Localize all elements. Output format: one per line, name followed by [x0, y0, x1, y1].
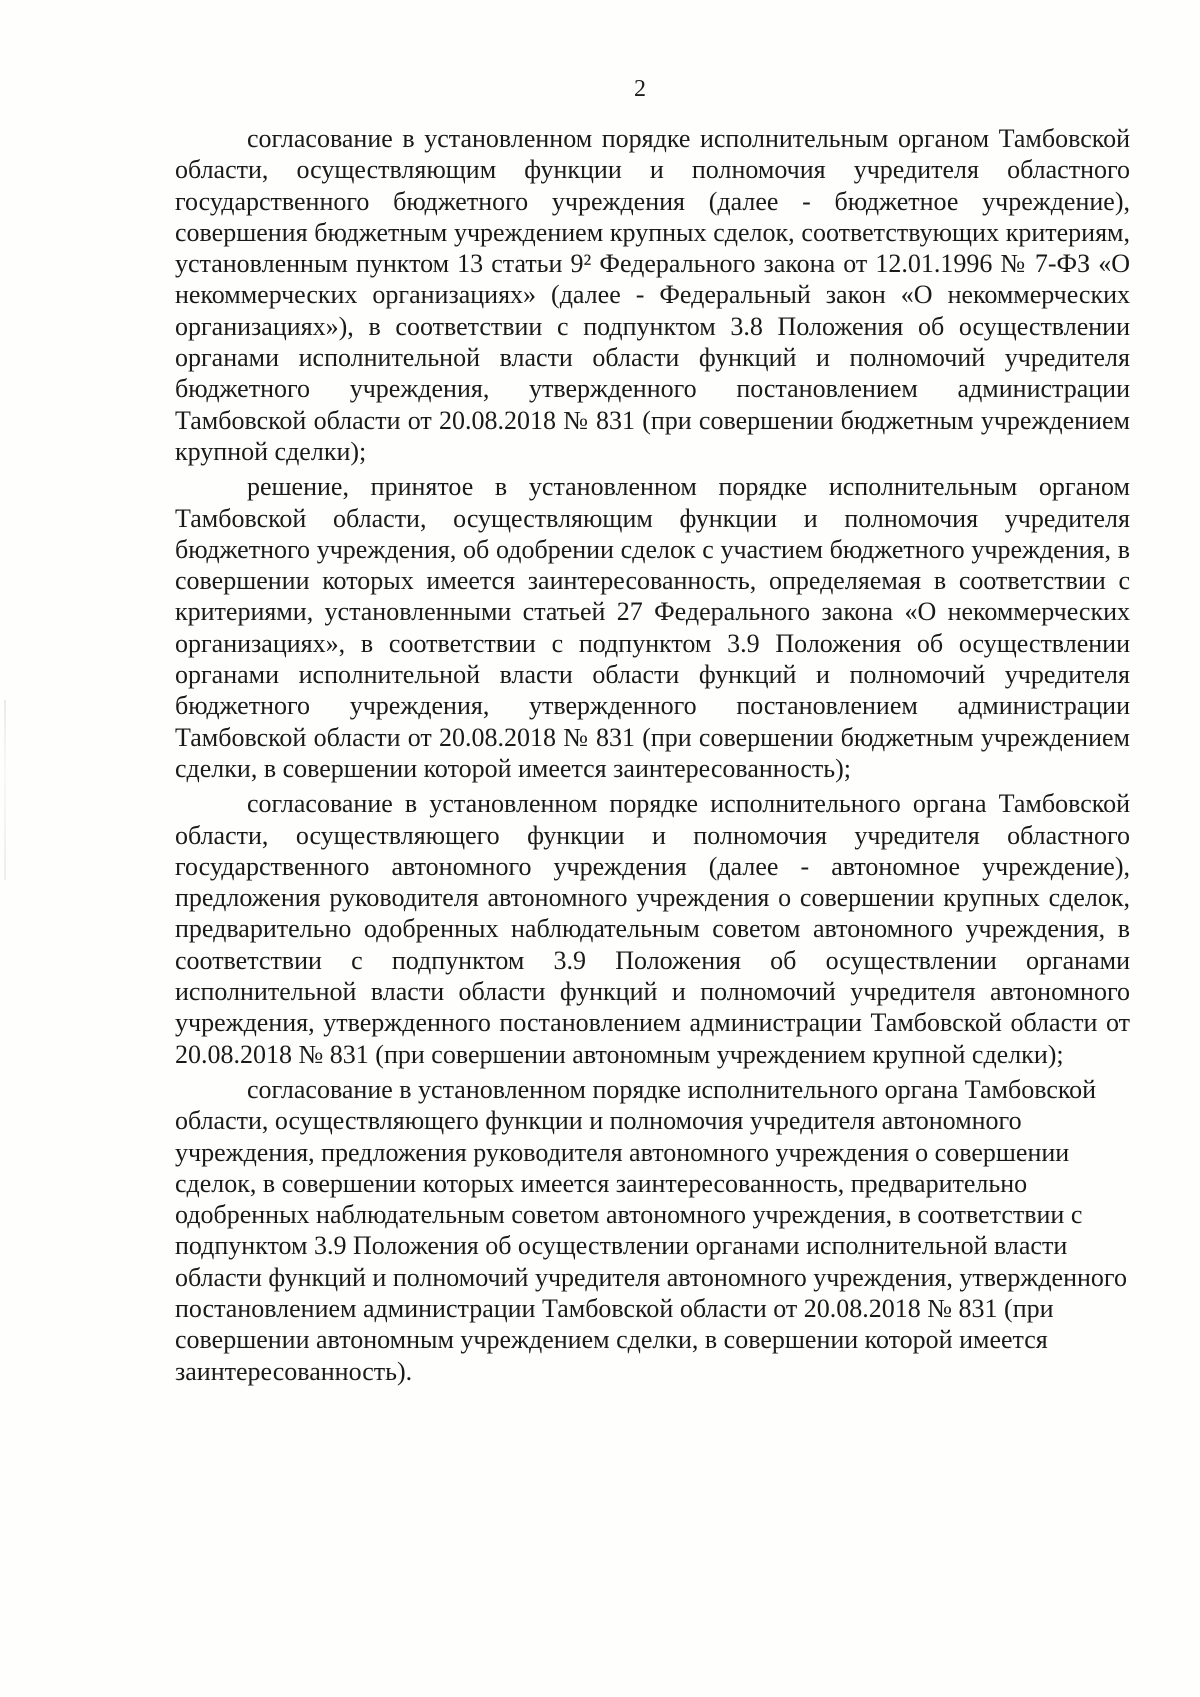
paragraph-autonomous-major-deal: согласование в установленном порядке исполнительного органа Тамбовской области, осуществляющего функции и полномочия учредителя областного государственного автономного учреждения (далее - автономное учреждение), предложения руководителя автономного учреждения о совершении крупных сделок, предварительно одобренных наблюдательным советом автономного учреждения, в соответствии с подпунктом 3.9 Положения об осуществлении органами исполнительной власти области функций и полномочий учредителя автономного учреждения, утвержденного постановлением администрации Тамбовской области от 20.08.2018 № 831 (при совершении автономным учреждением крупной сделки);: [175, 789, 1130, 1069]
paragraph-autonomous-interested-deal: согласование в установленном порядке исполнительного органа Тамбовской области, осуществляющего функции и полномочия учредителя автономного учреждения, предложения руководителя автономного учреждения о совершении сделок, в совершении которых имеется заинтересованность, предварительно одобренных наблюдательным советом автономного учреждения, в соответствии с подпунктом 3.9 Положения об осуществлении органами исполнительной власти области функций и полномочий учредителя автономного учреждения, утвержденного постановлением администрации Тамбовской области от 20.08.2018 № 831 (при совершении автономным учреждением сделки, в совершении которой имеется заинтересованность).: [175, 1074, 1127, 1386]
scan-edge-mark: [4, 700, 6, 880]
document-body: [175, 123, 1130, 1391]
page-number: 2: [634, 76, 646, 102]
paragraph-budget-major-deal: согласование в установленном порядке исполнительным органом Тамбовской области, осуществляющим функции и полномочия учредителя областного государственного бюджетного учреждения (далее - бюджетное учреждение), совершения бюджетным учреждением крупных сделок, соответствующих критериям, установленным пунктом 13 статьи 9² Федерального закона от 12.01.1996 № 7-ФЗ «О некоммерческих организациях» (далее - Федеральный закон «О некоммерческих организациях»), в соответствии с подпунктом 3.8 Положения об осуществлении органами исполнительной власти области функций и полномочий учредителя бюджетного учреждения, утвержденного постановлением администрации Тамбовской области от 20.08.2018 № 831 (при совершении бюджетным учреждением крупной сделки);: [175, 124, 1130, 466]
paragraph-budget-interested-deal: решение, принятое в установленном порядке исполнительным органом Тамбовской области, осуществляющим функции и полномочия учредителя бюджетного учреждения, об одобрении сделок с участием бюджетного учреждения, в совершении которых имеется заинтересованность, определяемая в соответствии с критериями, установленными статьей 27 Федерального закона «О некоммерческих организациях», в соответствии с подпунктом 3.9 Положения об осуществлении органами исполнительной власти области функций и полномочий учредителя бюджетного учреждения, утвержденного постановлением администрации Тамбовской области от 20.08.2018 № 831 (при совершении бюджетным учреждением сделки, в совершении которой имеется заинтересованность);: [175, 472, 1130, 783]
